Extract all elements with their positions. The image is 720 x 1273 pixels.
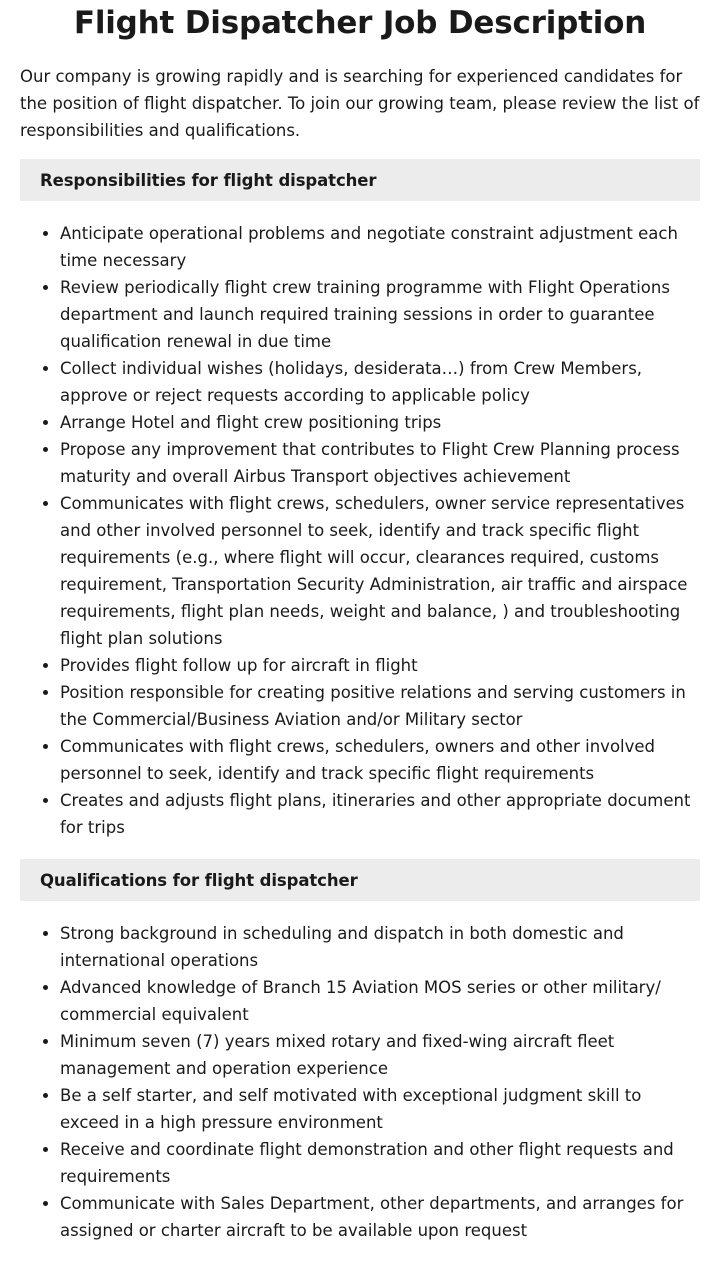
list-item: • Arrange Hotel and flight crew positioning trips <box>60 409 700 436</box>
list-item: • Communicate with Sales Department, other departments, and arranges for assigned or charter aircraft to be available upon request <box>60 1190 700 1244</box>
qualifications-list <box>20 920 700 1244</box>
page-title: Flight Dispatcher Job Description <box>73 5 647 41</box>
list-item: • Communicates with flight crews, schedulers, owner service representatives and other involved personnel to seek, identify and track specific flight requirements (e.g., where flight will occur, clearances required, customs requirement, Transportation Security Administration, air traffic and airspace requirements, flight plan needs, weight and balance, ) and troubleshooting flight plan solutions <box>60 490 700 652</box>
list-item: • Minimum seven (7) years mixed rotary and fixed-wing aircraft fleet management and operation experience <box>60 1028 700 1082</box>
list-item: • Be a self starter, and self motivated with exceptional judgment skill to exceed in a high pressure environment <box>60 1082 700 1136</box>
list-item: • Advanced knowledge of Branch 15 Aviation MOS series or other military/ commercial equivalent <box>60 974 700 1028</box>
qualifications-header: Qualifications for flight dispatcher <box>20 859 700 901</box>
list-item: • Receive and coordinate flight demonstration and other flight requests and requirements <box>60 1136 700 1190</box>
list-item: • Propose any improvement that contributes to Flight Crew Planning process maturity and overall Airbus Transport objectives achievement <box>60 436 700 490</box>
responsibilities-list <box>20 220 700 841</box>
list-item: • Position responsible for creating positive relations and serving customers in the Commercial/Business Aviation and/or Military sector <box>60 679 700 733</box>
list-item: • Strong background in scheduling and dispatch in both domestic and international operations <box>60 920 700 974</box>
list-item: • Review periodically flight crew training programme with Flight Operations department and launch required training sessions in order to guarantee qualification renewal in due time <box>60 274 700 355</box>
list-item: • Creates and adjusts flight plans, itineraries and other appropriate document for trips <box>60 787 700 841</box>
responsibilities-header: Responsibilities for flight dispatcher <box>20 159 700 201</box>
list-item: • Anticipate operational problems and negotiate constraint adjustment each time necessary <box>60 220 700 274</box>
list-item: • Provides flight follow up for aircraft in flight <box>60 652 700 679</box>
list-item: • Communicates with flight crews, schedulers, owners and other involved personnel to seek, identify and track specific flight requirements <box>60 733 700 787</box>
list-item: • Collect individual wishes (holidays, desiderata…) from Crew Members, approve or reject requests according to applicable policy <box>60 355 700 409</box>
intro-paragraph: Our company is growing rapidly and is searching for experienced candidates for the position of flight dispatcher. To join our growing team, please review the list of responsibilities and qualifications. <box>20 67 700 140</box>
